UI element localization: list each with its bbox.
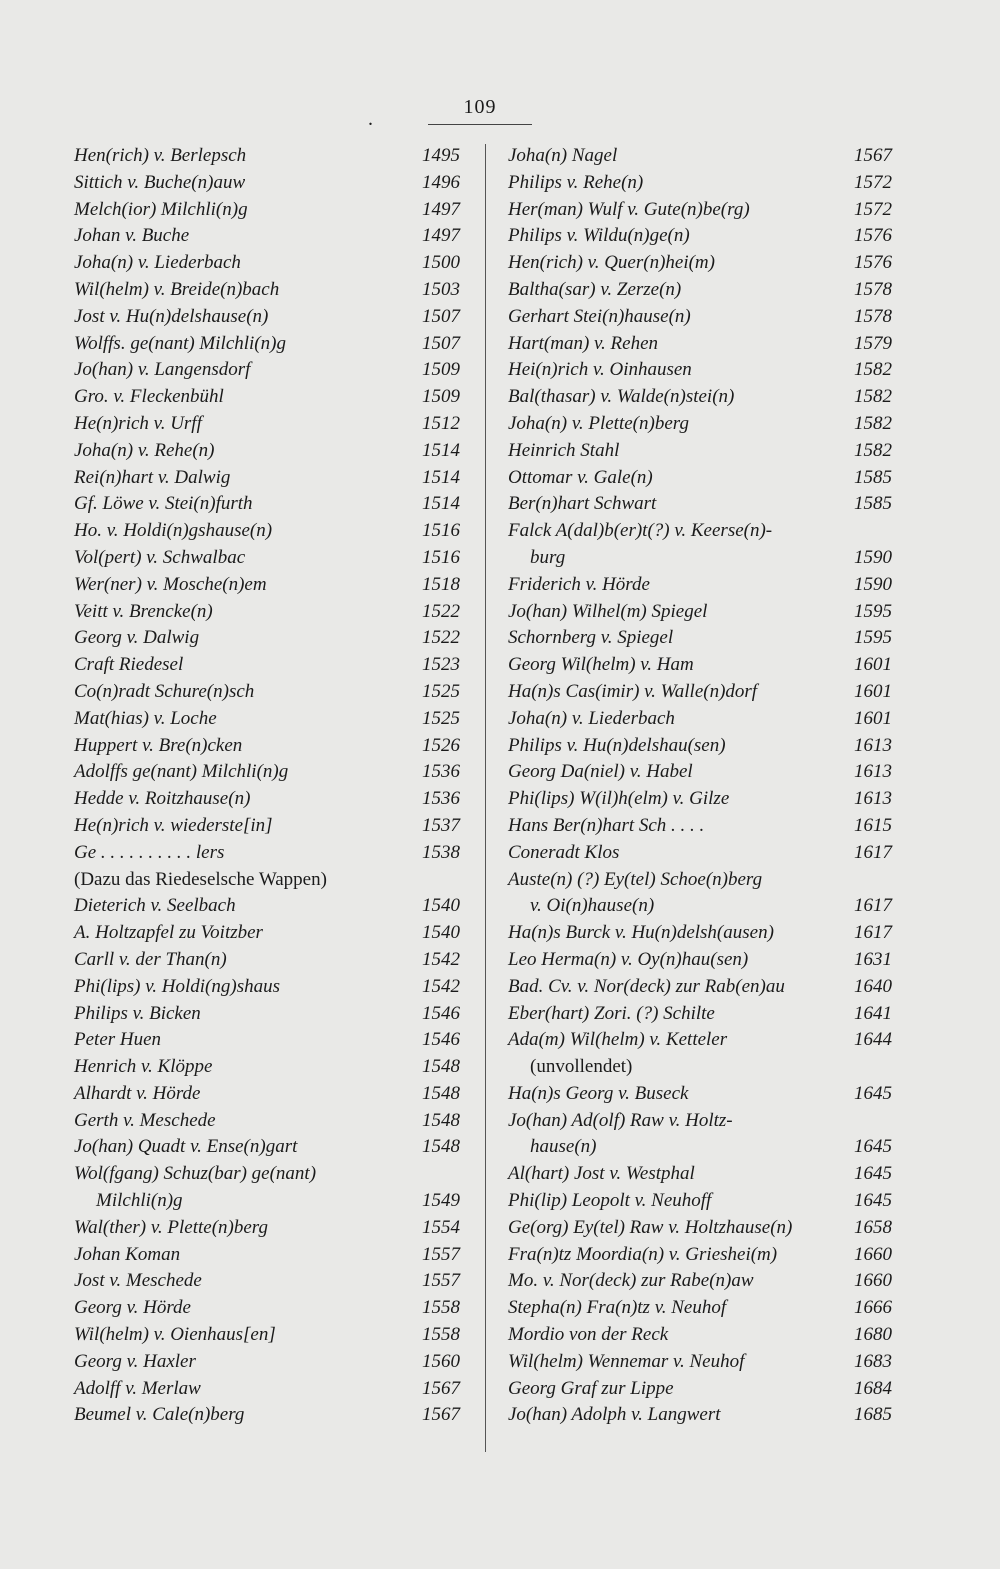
entry-name: Co(n)radt Schure(n)sch [74,680,255,702]
entry-year: 1509 [422,359,460,381]
entry-year: 1514 [422,439,460,461]
entry-year: 1542 [422,948,460,970]
list-item [508,223,892,250]
entry-name: Hans Ber(n)hart Sch . . . . [508,814,705,836]
list-item [74,679,460,706]
entry-name: Georg v. Dalwig [74,627,200,649]
entry-name: Joha(n) v. Liederbach [74,252,241,274]
list-item [74,1268,460,1295]
entry-name: Ho. v. Holdi(n)gshause(n) [74,520,273,542]
entry-year: 1645 [854,1136,892,1158]
entry-name: Gro. v. Fleckenbühl [74,386,224,408]
list-item [508,411,892,438]
entry-year: 1641 [854,1002,892,1024]
entry-year: 1617 [854,895,892,917]
entry-year: 1525 [422,707,460,729]
entry-name: Ha(n)s Cas(imir) v. Walle(n)dorf [508,680,758,702]
list-item [74,893,460,920]
entry-year: 1685 [854,1404,892,1426]
entry-name: Sittich v. Buche(n)auw [74,171,246,193]
column-divider [485,144,486,1452]
entry-year: 1557 [422,1243,460,1265]
entry-name: Joha(n) Nagel [508,145,618,166]
entry-year: 1590 [854,546,892,568]
entry-year: 1585 [854,466,892,488]
entry-year: 1514 [422,466,460,488]
entry-name: Georg Da(niel) v. Habel [508,761,693,783]
list-item [508,1027,892,1054]
entry-name: Al(hart) Jost v. Westphal [508,1163,695,1185]
entry-name: Hen(rich) v. Quer(n)hei(m) [508,252,715,274]
entry-name: Wil(helm) v. Breide(n)bach [74,278,280,300]
entry-name: Philips v. Bicken [74,1002,201,1024]
list-item [74,1242,460,1269]
entry-name: (unvollendet) [530,1056,633,1078]
entry-year: 1495 [422,145,460,166]
entry-year: 1658 [854,1216,892,1238]
entry-name: Ha(n)s Georg v. Buseck [508,1082,689,1104]
list-item [508,518,892,545]
list-item [508,277,892,304]
entry-year: 1576 [854,252,892,274]
list-item [74,170,460,197]
entry-name: Ha(n)s Burck v. Hu(n)delsh(ausen) [508,922,774,944]
entry-name: Fra(n)tz Moordia(n) v. Grieshei(m) [508,1243,778,1265]
list-item [74,813,460,840]
entry-year: 1613 [854,788,892,810]
entry-name: Adolffs ge(nant) Milchli(n)g [74,761,289,783]
entry-year: 1549 [422,1190,460,1212]
entry-name: Mo. v. Nor(deck) zur Rabe(n)aw [508,1270,754,1292]
entry-name: Gerth v. Meschede [74,1109,216,1131]
list-item [74,572,460,599]
entry-name: Wal(ther) v. Plette(n)berg [74,1216,268,1238]
entry-name: Philips v. Wildu(n)ge(n) [508,225,690,247]
entry-name: burg [530,546,566,568]
page-number: 109 [463,96,497,118]
entry-year: 1585 [854,493,892,515]
entry-year: 1546 [422,1029,460,1051]
entry-name: Wer(ner) v. Mosche(n)em [74,573,267,595]
entry-name: Phi(lips) W(il)h(elm) v. Gilze [508,788,730,810]
entry-year: 1560 [422,1350,460,1372]
list-item [74,197,460,224]
entry-year: 1645 [854,1163,892,1185]
entry-name: Gf. Löwe v. Stei(n)furth [74,493,253,515]
list-item [508,1001,892,1028]
entry-name: Phi(lips) v. Holdi(ng)shaus [74,975,280,997]
list-item [508,1161,892,1188]
list-item [508,893,892,920]
list-item [508,1268,892,1295]
list-item [508,465,892,492]
entry-year: 1645 [854,1190,892,1212]
entry-name: Jo(han) v. Langensdorf [74,359,251,381]
list-item [74,384,460,411]
entry-name: Rei(n)hart v. Dalwig [74,466,231,488]
entry-year: 1512 [422,412,460,434]
list-item [74,143,460,170]
entry-year: 1590 [854,573,892,595]
entry-year: 1660 [854,1270,892,1292]
entry-year: 1617 [854,841,892,863]
entry-name: Ottomar v. Gale(n) [508,466,653,488]
entry-year: 1536 [422,788,460,810]
entry-year: 1660 [854,1243,892,1265]
list-item [74,840,460,867]
entry-name: (Dazu das Riedeselsche Wappen) [74,868,327,890]
list-item [74,1322,460,1349]
entry-name: Friderich v. Hörde [508,573,650,595]
entry-name: Auste(n) (?) Ey(tel) Schoe(n)berg [508,868,763,890]
entry-name: Phi(lip) Leopolt v. Neuhoff [508,1190,712,1212]
entry-year: 1572 [854,171,892,193]
list-item [508,250,892,277]
entry-name: hause(n) [530,1136,597,1158]
entry-name: He(n)rich v. wiederste[in] [74,814,273,836]
entry-name: Alhardt v. Hörde [74,1082,201,1104]
entry-year: 1558 [422,1324,460,1346]
entry-year: 1525 [422,680,460,702]
entry-year: 1537 [422,814,460,836]
entry-name: Wil(helm) Wennemar v. Neuhof [508,1350,745,1372]
entry-year: 1522 [422,627,460,649]
list-item [508,1081,892,1108]
entry-year: 1497 [422,225,460,247]
entry-name: Huppert v. Bre(n)cken [74,734,243,756]
entry-year: 1554 [422,1216,460,1238]
list-item [508,1134,892,1161]
list-item [74,1295,460,1322]
header-dot: . [368,108,373,130]
entry-year: 1645 [854,1082,892,1104]
entry-name: Jo(han) Adolph v. Langwert [508,1404,721,1426]
entry-year: 1522 [422,600,460,622]
list-item [74,599,460,626]
list-item [508,1188,892,1215]
entry-year: 1538 [422,841,460,863]
entry-year: 1631 [854,948,892,970]
entry-name: Hei(n)rich v. Oinhausen [508,359,692,381]
entry-name: Falck A(dal)b(er)t(?) v. Keerse(n)- [508,520,773,542]
entry-name: Georg v. Haxler [74,1350,196,1372]
list-item [74,250,460,277]
entry-year: 1497 [422,198,460,220]
entry-name: Craft Riedesel [74,654,184,676]
entry-year: 1576 [854,225,892,247]
list-item [74,706,460,733]
list-item [508,759,892,786]
entry-year: 1683 [854,1350,892,1372]
list-item [74,223,460,250]
list-item [508,920,892,947]
entry-year: 1507 [422,305,460,327]
list-item [508,331,892,358]
entry-year: 1640 [854,975,892,997]
list-item [508,706,892,733]
entry-name: Coneradt Klos [508,841,620,863]
entry-name: Johan v. Buche [74,225,190,247]
entry-year: 1518 [422,573,460,595]
list-item [74,733,460,760]
list-item [508,733,892,760]
entry-year: 1644 [854,1029,892,1051]
entry-name: Veitt v. Brencke(n) [74,600,213,622]
entry-year: 1540 [422,895,460,917]
entry-name: Dieterich v. Seelbach [74,895,236,917]
list-item [508,786,892,813]
list-item [74,438,460,465]
entry-name: Melch(ior) Milchli(n)g [74,198,248,220]
entry-name: Schornberg v. Spiegel [508,627,674,649]
entry-year: 1582 [854,386,892,408]
list-item [74,1108,460,1135]
list-item [74,759,460,786]
entry-year: 1503 [422,278,460,300]
list-item [74,786,460,813]
entry-name: Wolffs. ge(nant) Milchli(n)g [74,332,286,354]
entry-year: 1572 [854,198,892,220]
entry-year: 1526 [422,734,460,756]
entry-name: Ber(n)hart Schwart [508,493,657,515]
entry-year: 1548 [422,1136,460,1158]
list-item [74,652,460,679]
list-item [508,974,892,1001]
entry-year: 1582 [854,359,892,381]
entry-year: 1496 [422,171,460,193]
list-item [508,304,892,331]
entry-year: 1567 [422,1377,460,1399]
list-item [508,572,892,599]
list-item [508,947,892,974]
list-item [74,1054,460,1081]
entry-name: Stepha(n) Fra(n)tz v. Neuhof [508,1297,727,1319]
entry-name: Henrich v. Klöppe [74,1056,213,1078]
entry-name: Philips v. Rehe(n) [508,171,644,193]
entry-year: 1601 [854,680,892,702]
entry-name: Jo(han) Wilhel(m) Spiegel [508,600,708,622]
entry-year: 1615 [854,814,892,836]
list-item [508,357,892,384]
list-item [74,1161,460,1188]
entry-year: 1536 [422,761,460,783]
entry-year: 1516 [422,520,460,542]
list-item [508,143,892,170]
list-item [74,625,460,652]
entry-name: Georg Graf zur Lippe [508,1377,674,1399]
list-item [74,277,460,304]
entry-year: 1500 [422,252,460,274]
entry-name: Her(man) Wulf v. Gute(n)be(rg) [508,198,750,220]
entry-name: Mordio von der Reck [508,1324,669,1346]
entry-name: Milchli(n)g [96,1190,183,1212]
entry-year: 1579 [854,332,892,354]
entry-name: He(n)rich v. Urff [74,412,202,434]
entry-year: 1582 [854,439,892,461]
entry-name: Hen(rich) v. Berlepsch [74,145,247,166]
entry-year: 1684 [854,1377,892,1399]
entry-name: Baltha(sar) v. Zerze(n) [508,278,682,300]
right-column [508,143,892,1429]
entry-year: 1578 [854,305,892,327]
left-column [74,143,460,1429]
entry-name: Ge . . . . . . . . . . lers [74,841,225,863]
list-item [508,679,892,706]
entry-year: 1542 [422,975,460,997]
entry-year: 1523 [422,654,460,676]
entry-year: 1514 [422,493,460,515]
entry-name: Ada(m) Wil(helm) v. Ketteler [508,1029,728,1051]
entry-year: 1557 [422,1270,460,1292]
entry-year: 1540 [422,922,460,944]
list-item [508,384,892,411]
entry-year: 1548 [422,1056,460,1078]
list-item [74,1001,460,1028]
list-item [508,1295,892,1322]
entry-name: Georg v. Hörde [74,1297,191,1319]
list-item [508,652,892,679]
entry-year: 1595 [854,627,892,649]
entry-name: Leo Herma(n) v. Oy(n)hau(sen) [508,948,749,970]
entry-name: Johan Koman [74,1243,181,1265]
entry-year: 1507 [422,332,460,354]
entry-year: 1613 [854,761,892,783]
entry-year: 1509 [422,386,460,408]
list-item [74,304,460,331]
entry-name: Beumel v. Cale(n)berg [74,1404,245,1426]
list-item [74,411,460,438]
list-item [74,867,460,894]
list-item [508,545,892,572]
entry-name: Heinrich Stahl [508,439,620,461]
list-item [74,331,460,358]
entry-name: Adolff v. Merlaw [74,1377,201,1399]
list-item [508,1108,892,1135]
entry-year: 1548 [422,1109,460,1131]
list-item [74,491,460,518]
list-item [508,491,892,518]
entry-year: 1601 [854,707,892,729]
entry-year: 1548 [422,1082,460,1104]
list-item [508,867,892,894]
list-item [74,920,460,947]
entry-name: Joha(n) v. Liederbach [508,707,675,729]
entry-name: v. Oi(n)hause(n) [530,895,655,917]
entry-name: Jost v. Hu(n)delshause(n) [74,305,269,327]
entry-year: 1601 [854,654,892,676]
list-item [508,840,892,867]
entry-year: 1680 [854,1324,892,1346]
entry-name: Philips v. Hu(n)delshau(sen) [508,734,726,756]
entry-year: 1595 [854,600,892,622]
entry-year: 1578 [854,278,892,300]
entry-name: Hedde v. Roitzhause(n) [74,788,251,810]
list-item [508,438,892,465]
entry-year: 1558 [422,1297,460,1319]
entry-name: Joha(n) v. Rehe(n) [74,439,215,461]
entry-name: Carll v. der Than(n) [74,948,227,970]
list-item [508,625,892,652]
list-item [508,1402,892,1429]
list-item [508,1349,892,1376]
entry-year: 1567 [854,145,892,166]
entry-year: 1516 [422,546,460,568]
list-item [508,1242,892,1269]
entry-name: Bad. Cv. v. Nor(deck) zur Rab(en)au [508,975,785,997]
header-rule [428,124,532,125]
list-item [74,1402,460,1429]
entry-name: Gerhart Stei(n)hause(n) [508,305,691,327]
entry-year: 1567 [422,1404,460,1426]
list-item [74,1188,460,1215]
entry-name: Jo(han) Ad(olf) Raw v. Holtz- [508,1109,733,1131]
list-item [74,1027,460,1054]
entry-year: 1666 [854,1297,892,1319]
entry-name: Mat(hias) v. Loche [74,707,217,729]
entry-name: Peter Huen [74,1029,162,1051]
list-item [74,465,460,492]
list-item [508,197,892,224]
entry-name: Wil(helm) v. Oienhaus[en] [74,1324,276,1346]
entry-name: A. Holtzapfel zu Voitzber [74,922,263,944]
entry-year: 1613 [854,734,892,756]
entry-name: Georg Wil(helm) v. Ham [508,654,694,676]
list-item [508,599,892,626]
entry-name: Eber(hart) Zori. (?) Schilte [508,1002,715,1024]
list-item [508,813,892,840]
entry-name: Joha(n) v. Plette(n)berg [508,412,689,434]
list-item [74,357,460,384]
list-item [74,1134,460,1161]
list-item [508,170,892,197]
entry-name: Ge(org) Ey(tel) Raw v. Holtzhause(n) [508,1216,793,1238]
list-item [74,1349,460,1376]
list-item [74,1081,460,1108]
entry-year: 1546 [422,1002,460,1024]
list-item [74,974,460,1001]
entry-name: Jo(han) Quadt v. Ense(n)gart [74,1136,298,1158]
list-item [74,1376,460,1403]
list-item [508,1215,892,1242]
list-item [74,518,460,545]
entry-name: Wol(fgang) Schuz(bar) ge(nant) [74,1163,317,1185]
list-item [74,947,460,974]
entry-year: 1582 [854,412,892,434]
list-item [508,1322,892,1349]
entry-name: Vol(pert) v. Schwalbac [74,546,246,568]
list-item [508,1054,892,1081]
entry-name: Bal(thasar) v. Walde(n)stei(n) [508,386,735,408]
list-item [508,1376,892,1403]
list-item [74,1215,460,1242]
entry-year: 1617 [854,922,892,944]
list-item [74,545,460,572]
entry-name: Jost v. Meschede [74,1270,202,1292]
entry-name: Hart(man) v. Rehen [508,332,659,354]
